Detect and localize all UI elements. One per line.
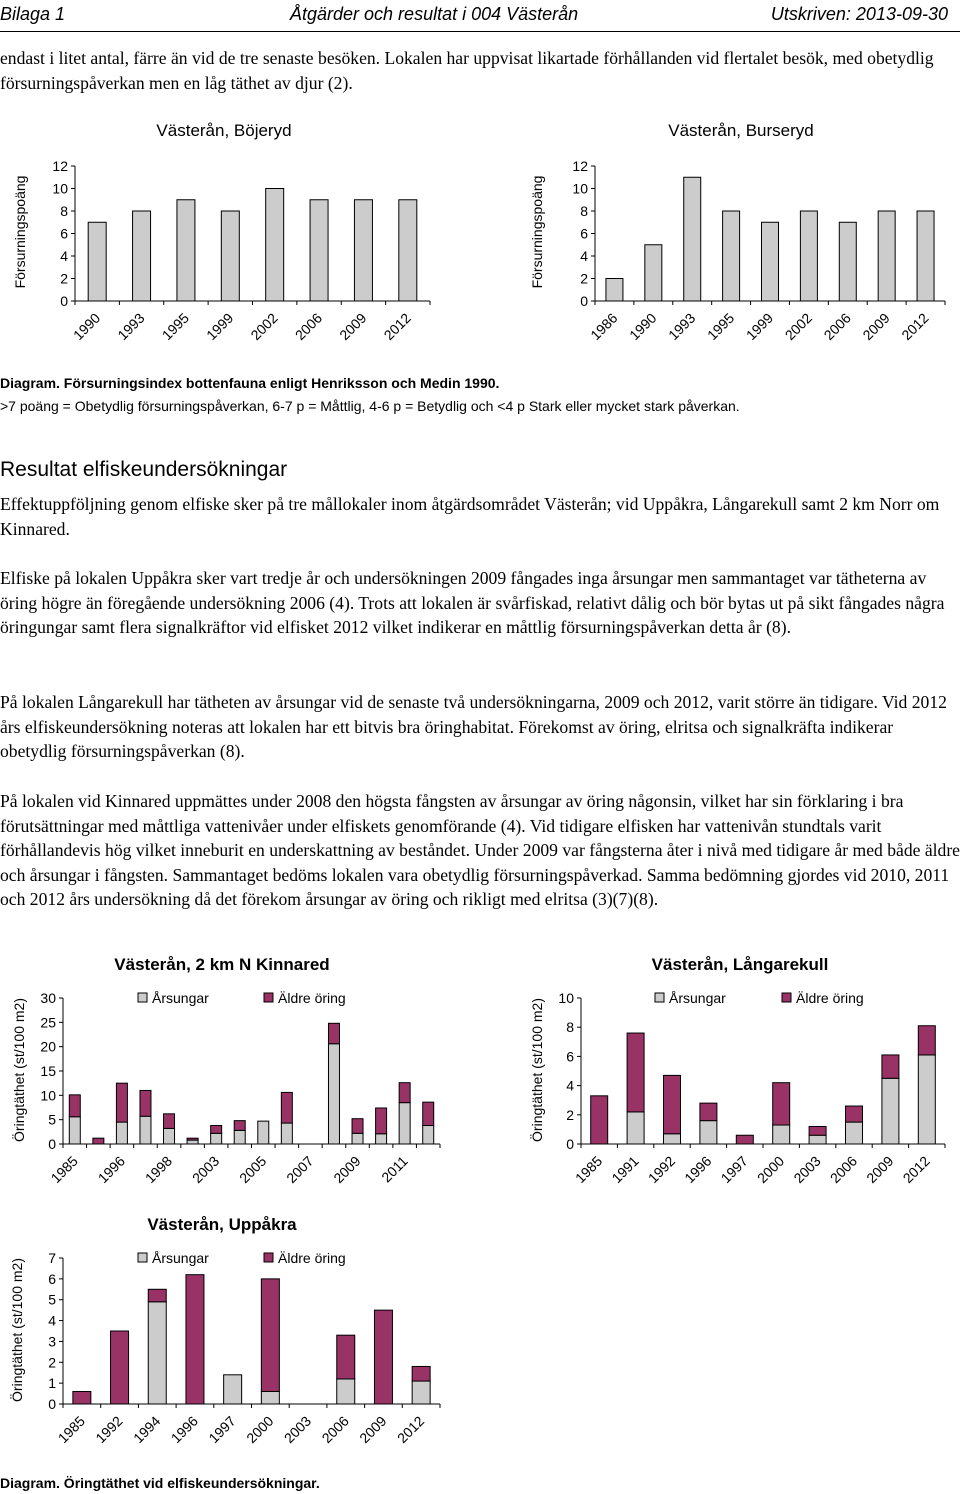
bar-aldre-oring [337, 1335, 355, 1379]
chart-title: Västerån, Långarekull [651, 955, 829, 974]
bar-arsungar [627, 1112, 644, 1144]
x-tick-label: 2012 [393, 1412, 428, 1447]
bar [133, 211, 151, 301]
y-tick-label: 6 [566, 1048, 574, 1065]
bar [354, 200, 372, 301]
bar-arsungar [882, 1078, 899, 1144]
x-tick-label: 1985 [47, 1152, 81, 1187]
bar-aldre-oring [211, 1126, 222, 1134]
y-tick-label: 4 [566, 1077, 574, 1094]
x-tick-label: 2006 [820, 309, 854, 344]
chart-langarekull [520, 946, 960, 1206]
x-tick-label: 2012 [899, 1152, 933, 1187]
bar-arsungar [116, 1122, 127, 1144]
x-tick-label: 2002 [781, 309, 816, 344]
y-tick-label: 8 [566, 1019, 574, 1036]
x-tick-label: 2006 [318, 1412, 352, 1447]
y-tick-label: 0 [566, 1136, 574, 1152]
bar-aldre-oring [809, 1126, 826, 1135]
bar-arsungar [69, 1117, 80, 1144]
y-tick-label: 0 [60, 293, 68, 309]
bar-arsungar [148, 1302, 166, 1404]
x-tick-label: 1985 [571, 1152, 606, 1187]
y-tick-label: 10 [52, 180, 68, 197]
bar-aldre-oring [261, 1279, 279, 1392]
bar-arsungar [412, 1381, 430, 1404]
header-center: Åtgärder och resultat i 004 Västerån [290, 4, 579, 24]
x-tick-label: 1992 [92, 1412, 126, 1447]
y-tick-label: 4 [48, 1312, 56, 1329]
x-tick-label: 2012 [380, 309, 414, 344]
x-tick-label: 1998 [141, 1152, 176, 1187]
y-tick-label: 6 [48, 1270, 56, 1287]
x-tick-label: 2009 [336, 309, 370, 344]
y-axis-label: Försurningspoäng [12, 175, 28, 289]
chart-title: Västerån, 2 km N Kinnared [114, 955, 330, 974]
bar [645, 245, 662, 301]
legend-swatch-aldre [264, 1253, 273, 1262]
bar-arsungar [352, 1133, 363, 1144]
bar [800, 211, 817, 301]
x-tick-label: 1997 [205, 1412, 239, 1447]
bar [878, 211, 895, 301]
legend-label-aldre: Äldre öring [796, 990, 864, 1006]
bar [177, 200, 195, 301]
paragraph-4: På lokalen vid Kinnared uppmättes under 2008 den högsta fångsten av årsungar av öring någonsin, vilket har sin förklaring i bra förutsättningar med måttliga vattenivåer under elfiskets genomförande (4). Vid tidigare elfisken har vattenivån stundtals varit förhållandevis hög vilket inneburit en underskattning av beståndet. Under 2009 var fångsterna åter i nivå med tidigare år med både äldre och årsungar i fångsten. Sammantaget bedöms lokalen vara obetydlig försurningspåverkad. Samma bedömning gjordes vid 2010, 2011 och 2012 års undersökning då det förekom årsungar av öring och rikligt med elritsa (3)(7)(8). [0, 791, 960, 909]
legend-label-arsungar: Årsungar [669, 990, 726, 1006]
x-tick-label: 1996 [167, 1412, 202, 1447]
page-header [0, 4, 960, 30]
chart-title: Västerån, Burseryd [668, 121, 814, 140]
chart-title: Västerån, Böjeryd [156, 121, 292, 140]
x-tick-label: 1999 [203, 309, 237, 344]
y-tick-label: 8 [580, 203, 588, 219]
bar-aldre-oring [423, 1102, 434, 1125]
bar-arsungar [918, 1055, 935, 1144]
bar-aldre-oring [376, 1108, 387, 1134]
y-tick-label: 5 [48, 1291, 56, 1308]
bar-aldre-oring [773, 1083, 790, 1125]
bar-aldre-oring [187, 1138, 198, 1140]
y-tick-label: 8 [60, 203, 68, 219]
x-tick-label: 2003 [188, 1152, 223, 1187]
x-tick-label: 1997 [717, 1152, 751, 1187]
y-tick-label: 4 [580, 248, 588, 264]
bar-arsungar [224, 1375, 242, 1404]
y-tick-label: 5 [48, 1111, 56, 1128]
legend-label-aldre: Äldre öring [278, 990, 346, 1006]
bar-arsungar [234, 1130, 245, 1144]
bar-aldre-oring [234, 1121, 245, 1131]
bar-arsungar [187, 1140, 198, 1144]
x-tick-label: 1995 [158, 309, 193, 344]
y-tick-label: 2 [580, 270, 588, 287]
x-tick-label: 1986 [587, 309, 621, 344]
bar-aldre-oring [69, 1095, 80, 1117]
bar-arsungar [211, 1133, 222, 1144]
bar-aldre-oring [700, 1103, 717, 1121]
y-tick-label: 2 [60, 270, 68, 287]
x-tick-label: 2006 [826, 1152, 861, 1187]
y-tick-label: 1 [48, 1375, 56, 1392]
legend-swatch-arsungar [138, 993, 147, 1002]
y-tick-label: 4 [60, 248, 68, 264]
bar-aldre-oring [328, 1023, 339, 1043]
y-tick-label: 10 [558, 990, 574, 1006]
y-tick-label: 15 [40, 1063, 56, 1079]
bar-aldre-oring [664, 1075, 681, 1133]
y-tick-label: 0 [48, 1136, 56, 1152]
y-tick-label: 20 [40, 1038, 56, 1055]
bar-aldre-oring [93, 1138, 104, 1144]
bar-aldre-oring [281, 1092, 292, 1123]
x-tick-label: 1993 [664, 309, 699, 344]
paragraph-1: Effektuppföljning genom elfiske sker på tre mållokaler inom åtgärdsområdet Västerån; vid Uppåkra, Långarekull samt 2 km Norr om Kinnared. [0, 494, 940, 539]
x-tick-label: 1991 [608, 1152, 642, 1187]
bar [684, 177, 701, 301]
legend-swatch-arsungar [138, 1253, 147, 1262]
y-tick-label: 10 [40, 1087, 56, 1104]
bar [723, 211, 740, 301]
chart-burseryd [520, 112, 960, 372]
bar-aldre-oring [140, 1090, 151, 1116]
y-tick-label: 12 [572, 158, 588, 174]
paragraph-3: På lokalen Långarekull har tätheten av årsungar vid de senaste två undersökningarna, 2009 och 2012, varit större än tidigare. Vid 2012 års elfiskeundersökning noteras att lokalen har ett bitvis bra öringhabitat. Förekomst av öring, elritsa och signalkräfta indikerar obetydlig försurningspåverkan (8). [0, 692, 947, 761]
x-tick-label: 2012 [898, 309, 932, 344]
bar [221, 211, 239, 301]
y-tick-label: 10 [572, 180, 588, 197]
bar [310, 200, 328, 301]
x-tick-label: 2009 [859, 309, 893, 344]
bar-arsungar [846, 1122, 863, 1144]
y-tick-label: 6 [580, 225, 588, 242]
y-tick-label: 3 [48, 1333, 56, 1350]
x-tick-label: 1985 [54, 1412, 88, 1447]
x-tick-label: 1990 [69, 309, 104, 344]
bar-arsungar [261, 1391, 279, 1404]
x-tick-label: 1995 [703, 309, 738, 344]
bar-aldre-oring [846, 1106, 863, 1122]
header-right: Utskriven: 2013-09-30 [770, 4, 948, 24]
y-tick-label: 12 [52, 158, 68, 174]
x-tick-label: 2009 [863, 1152, 897, 1187]
bar-aldre-oring [73, 1391, 91, 1404]
bar-aldre-oring [882, 1055, 899, 1078]
paragraph-2: Elfiske på lokalen Uppåkra sker vart tredje år och undersökningen 2009 fångades inga årsungar men sammantaget var tätheterna av öring högre än föregående undersökning 2006 (4). Trots att lokalen är svårfiskad, relativt dålig och bör bytas ut på sikt fångades några öringungar samt flera signalkräftor vid elfisket 2012 vilket indikerar en måttlig försurningspåverkan detta år (8). [0, 568, 945, 637]
bar-arsungar [258, 1121, 269, 1144]
bar-aldre-oring [111, 1331, 129, 1404]
bar-arsungar [423, 1126, 434, 1144]
y-axis-label: Öringtäthet (st/100 m2) [529, 998, 545, 1142]
x-tick-label: 1996 [681, 1152, 715, 1187]
x-tick-label: 2003 [280, 1412, 315, 1447]
section-heading: Resultat elfiskeundersökningar [0, 458, 288, 481]
bar [762, 222, 779, 301]
bar [88, 222, 106, 301]
y-tick-label: 2 [566, 1106, 574, 1123]
header-rule [0, 31, 960, 32]
bar-arsungar [281, 1123, 292, 1144]
intro-paragraph: endast i litet antal, färre än vid de tre senaste besöken. Lokalen har uppvisat likartade förhållanden vid flertalet besök, med obetydlig försurningspåverkan men en låg täthet av djur (2). [0, 48, 934, 93]
legend-label-arsungar: Årsungar [152, 990, 209, 1006]
bar-arsungar [664, 1134, 681, 1144]
y-tick-label: 0 [48, 1396, 56, 1412]
caption-trout-density: Diagram. Öringtäthet vid elfiskeundersökningar. [0, 1475, 320, 1491]
x-tick-label: 2000 [243, 1412, 277, 1447]
bar-aldre-oring [412, 1366, 430, 1381]
bar-arsungar [809, 1135, 826, 1144]
x-tick-label: 1990 [626, 309, 660, 344]
y-axis-label: Öringtäthet (st/100 m2) [11, 998, 27, 1142]
x-tick-label: 1993 [114, 309, 148, 344]
bar-aldre-oring [399, 1083, 410, 1103]
legend-label-arsungar: Årsungar [152, 1250, 209, 1266]
legend-swatch-arsungar [655, 993, 664, 1002]
chart-bojeryd [0, 112, 470, 372]
bar-arsungar [140, 1116, 151, 1144]
bar-aldre-oring [164, 1114, 175, 1129]
x-tick-label: 2002 [247, 309, 281, 344]
bar-aldre-oring [186, 1275, 204, 1404]
chart-uppakra [0, 1206, 470, 1474]
y-axis-label: Försurningspoäng [529, 175, 545, 289]
x-tick-label: 2003 [790, 1152, 824, 1187]
legend-label-aldre: Äldre öring [278, 1250, 346, 1266]
y-tick-label: 6 [60, 225, 68, 242]
legend-swatch-aldre [782, 993, 791, 1002]
bar [839, 222, 856, 301]
x-tick-label: 1994 [130, 1412, 164, 1447]
x-tick-label: 2000 [753, 1152, 788, 1187]
x-tick-label: 1992 [644, 1152, 679, 1187]
y-tick-label: 30 [40, 990, 56, 1006]
legend-swatch-aldre [264, 993, 273, 1002]
x-tick-label: 2011 [378, 1152, 411, 1186]
bar-arsungar [773, 1125, 790, 1144]
bar-arsungar [328, 1044, 339, 1144]
bar-aldre-oring [591, 1096, 608, 1144]
x-tick-label: 1999 [742, 309, 777, 344]
chart-title: Västerån, Uppåkra [147, 1215, 297, 1234]
bar-aldre-oring [627, 1033, 644, 1112]
bar-arsungar [164, 1128, 175, 1144]
bar [399, 200, 417, 301]
bar-aldre-oring [116, 1083, 127, 1122]
bar [266, 189, 284, 302]
y-tick-label: 25 [40, 1014, 56, 1031]
y-axis-label: Öringtäthet (st/100 m2) [9, 1258, 25, 1402]
chart-kinnared [0, 946, 470, 1206]
bar-aldre-oring [918, 1026, 935, 1055]
bar [606, 279, 623, 302]
y-tick-label: 0 [580, 293, 588, 309]
bar-arsungar [376, 1134, 387, 1144]
bar [917, 211, 934, 301]
bar-aldre-oring [148, 1289, 166, 1302]
x-tick-label: 2009 [330, 1152, 364, 1187]
x-tick-label: 1996 [94, 1152, 129, 1187]
bar-aldre-oring [736, 1135, 753, 1144]
bar-arsungar [399, 1103, 410, 1144]
x-tick-label: 2007 [283, 1152, 317, 1187]
header-left: Bilaga 1 [0, 4, 66, 24]
y-tick-label: 2 [48, 1354, 56, 1371]
x-tick-label: 2006 [291, 309, 326, 344]
x-tick-label: 2009 [356, 1412, 390, 1447]
caption-fauna-title: Diagram. Försurningsindex bottenfauna enligt Henriksson och Medin 1990. [0, 375, 500, 391]
bar-aldre-oring [374, 1310, 392, 1404]
y-tick-label: 7 [48, 1250, 56, 1266]
bar-aldre-oring [352, 1119, 363, 1134]
bar-arsungar [700, 1121, 717, 1144]
bar-arsungar [337, 1379, 355, 1404]
x-tick-label: 2005 [236, 1152, 270, 1187]
caption-fauna-legend: >7 poäng = Obetydlig försurningspåverkan, 6-7 p = Måttlig, 4-6 p = Betydlig och <4 p Stark eller mycket stark påverkan. [0, 398, 740, 414]
